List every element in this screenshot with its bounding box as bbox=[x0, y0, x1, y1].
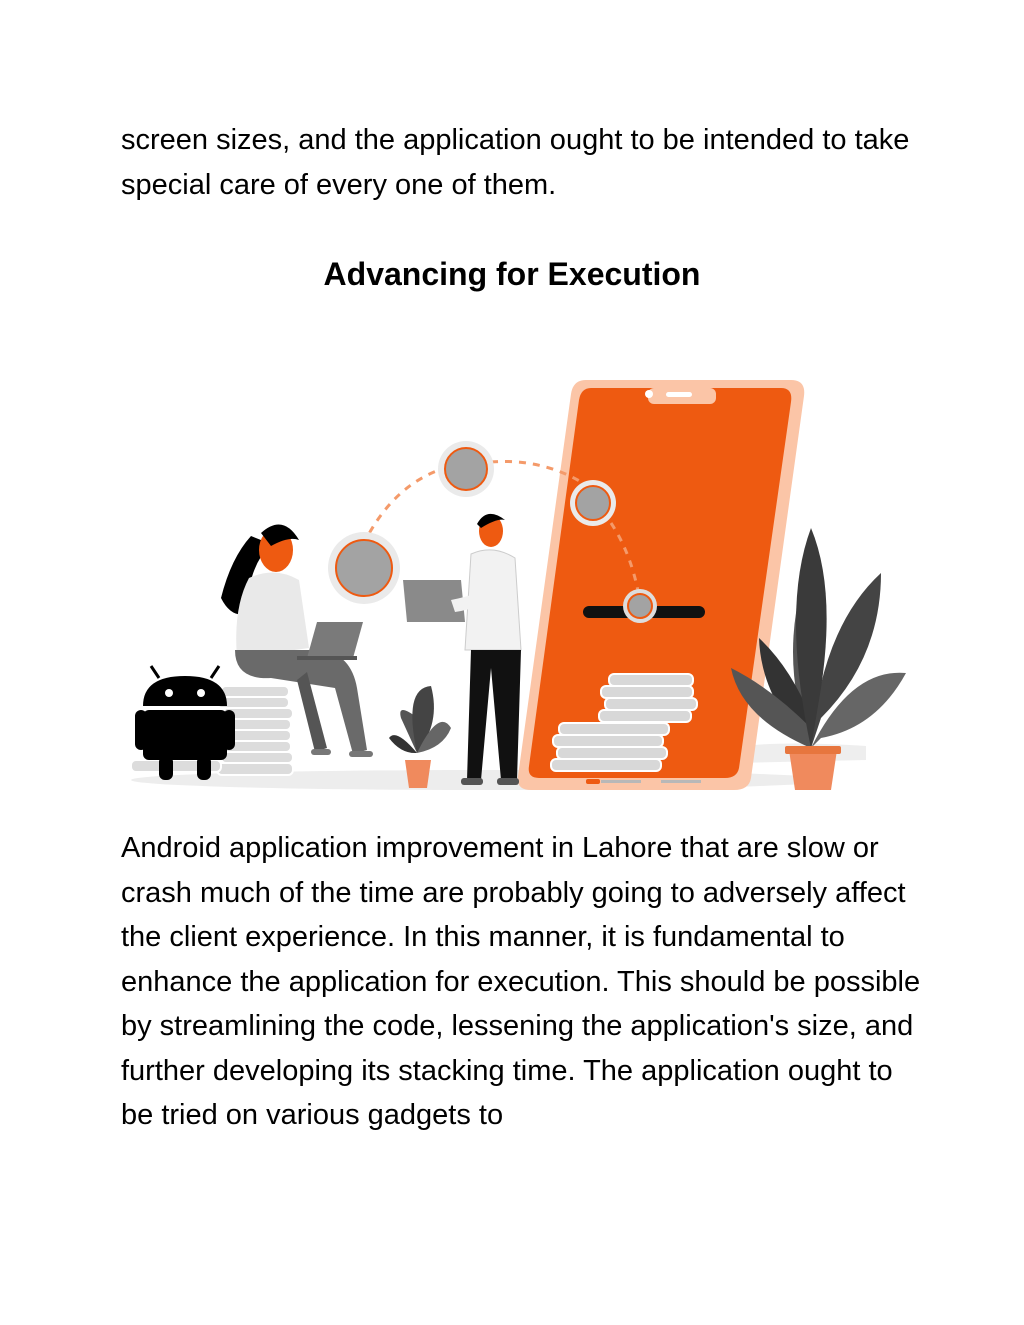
body-paragraph-bottom: Android application improvement in Lahore that are slow or crash much of the time are probably going to adversely affect the client experience. In this manner, it is fundamental to enhance the application for execution. This should be possible by streamlining the code, lessening the application's size, and further developing its stacking time. The application ought to be tried on various gadgets to bbox=[121, 832, 921, 1131]
android-performance-illustration bbox=[121, 368, 911, 800]
body-paragraph-top: screen sizes, and the application ought to be intended to take special care of every one of them. bbox=[121, 124, 910, 201]
section-heading: Advancing for Execution bbox=[323, 256, 701, 292]
